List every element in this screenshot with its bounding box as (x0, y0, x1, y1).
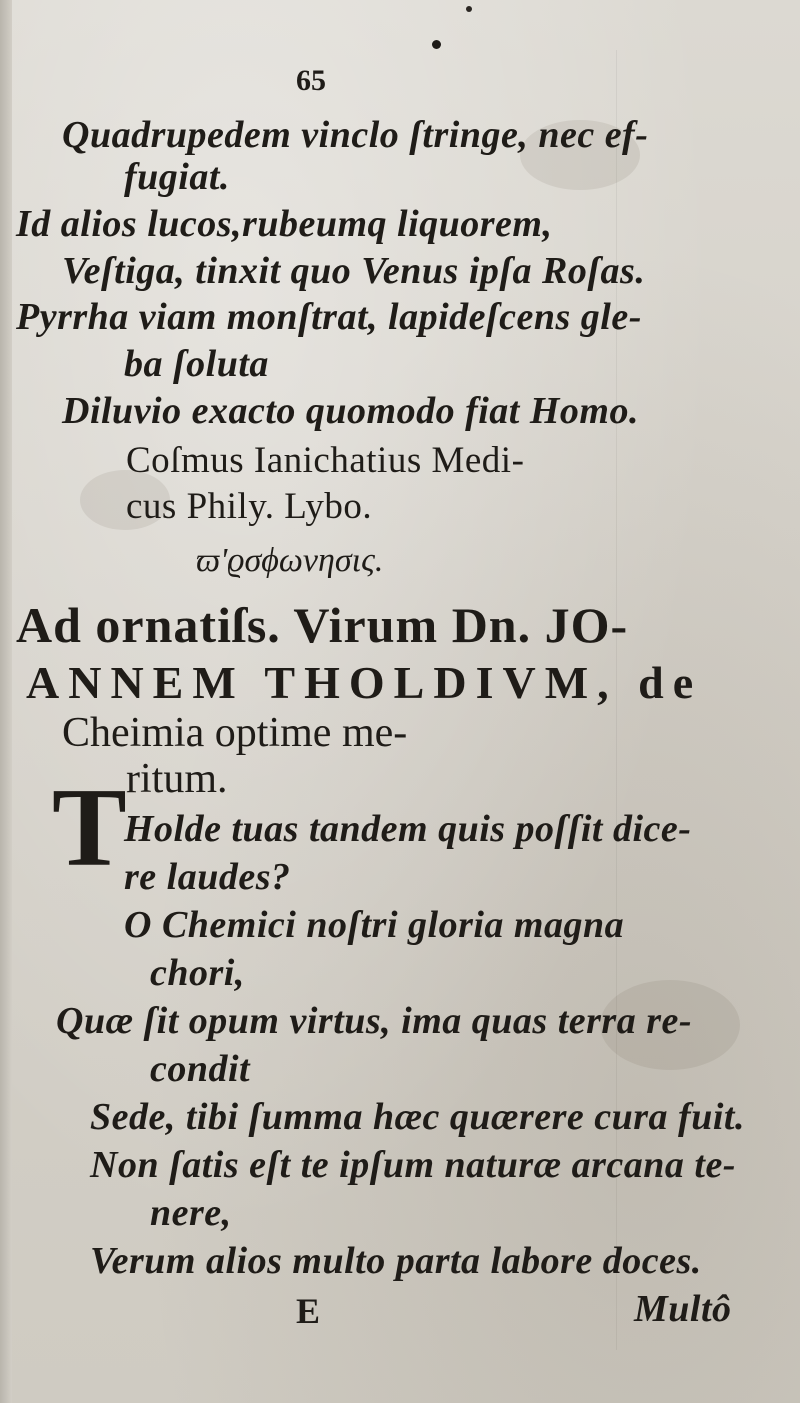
page-number: 65 (296, 64, 326, 97)
verse-line: re laudes? (124, 856, 291, 898)
verse-line: nere, (150, 1192, 232, 1234)
verse-line: Quadrupedem vinclo ſtringe, nec ef- (62, 114, 649, 156)
page-gutter (0, 0, 12, 1403)
author-line: cus Phily. Lybo. (126, 486, 373, 527)
catchword: Multô (634, 1288, 732, 1330)
drop-cap: T (52, 766, 127, 890)
verse-line: Sede, tibi ſumma hæc quærere cura fuit. (90, 1096, 745, 1138)
verse-line: O Chemici noſtri gloria magna (124, 904, 625, 946)
verse-line: ba ſoluta (124, 343, 269, 385)
greek-heading: ϖ'ϱσϕωνησις. (196, 542, 384, 579)
verse-line: Verum alios multo parta labore doces. (90, 1240, 702, 1282)
dedication-line: ritum. (126, 756, 228, 802)
verse-line: Non ſatis eſt te ipſum naturæ arcana te- (90, 1144, 736, 1186)
verse-line: Diluvio exacto quomodo fiat Homo. (62, 390, 639, 432)
verse-line: Veſtiga, tinxit quo Venus ipſa Roſas. (62, 250, 646, 292)
ink-dot (466, 6, 472, 12)
author-line: Coſmus Ianichatius Medi- (126, 440, 525, 481)
dedication-line: Cheimia optime me- (62, 710, 408, 756)
verse-line: condit (150, 1048, 251, 1090)
dedication-name: ANNEM THOLDIVM, de (26, 657, 703, 708)
ink-dot (432, 40, 441, 49)
signature-mark: E (296, 1291, 321, 1331)
verse-line: Pyrrha viam monſtrat, lapideſcens gle- (16, 296, 642, 338)
dedication-heading: Ad ornatiſs. Virum Dn. JO- (16, 597, 629, 653)
verse-line: Quæ ſit opum virtus, ima quas terra re- (56, 1000, 693, 1042)
verse-line: chori, (150, 952, 245, 994)
verse-line: fugiat. (124, 156, 230, 198)
verse-line: Holde tuas tandem quis poſſit dice- (124, 808, 692, 850)
verse-line: Id alios lucos,rubeumq liquorem, (16, 203, 553, 245)
